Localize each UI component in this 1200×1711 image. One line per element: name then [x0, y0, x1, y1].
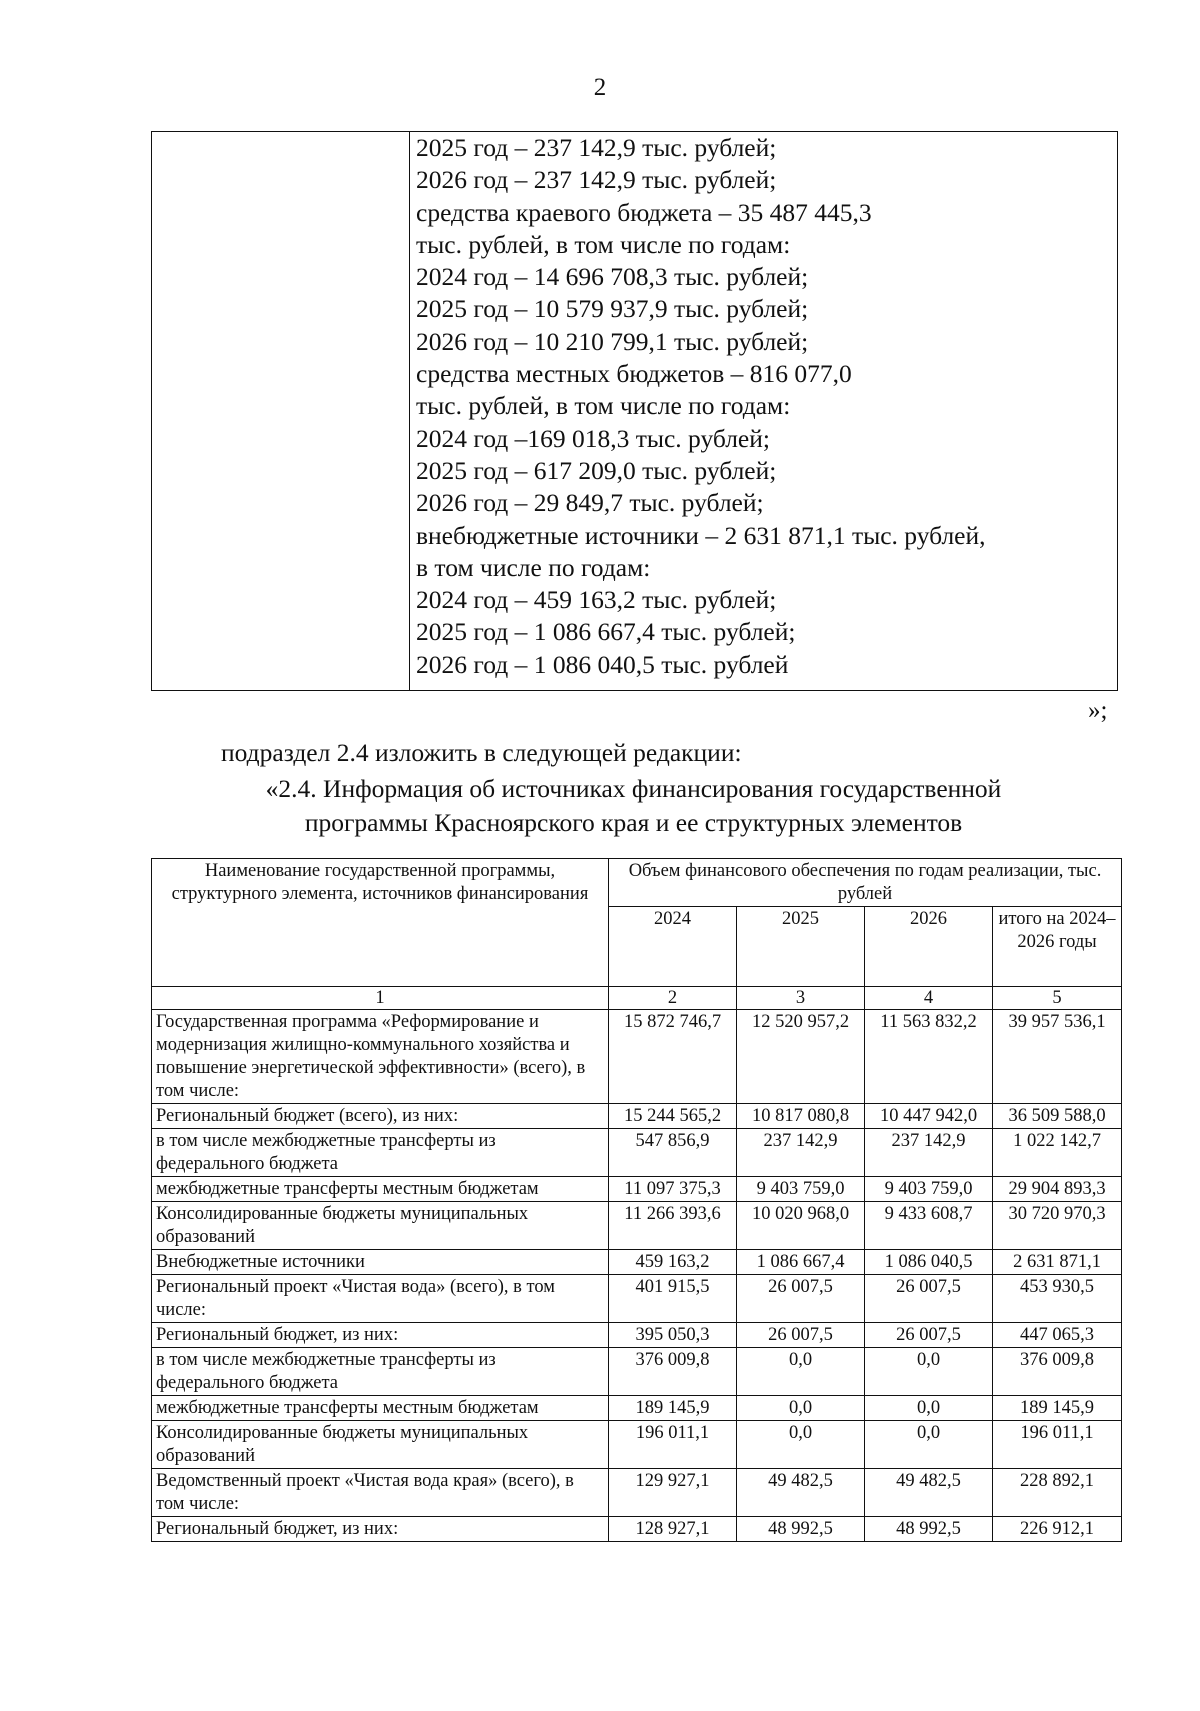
row-name-cell: в том числе межбюджетные трансферты из федерального бюджета — [152, 1348, 609, 1396]
row-name-cell: в том числе межбюджетные трансферты из федерального бюджета — [152, 1129, 609, 1177]
value-cell: 26 007,5 — [737, 1323, 865, 1348]
continuation-line: 2025 год – 10 579 937,9 тыс. рублей; — [416, 294, 809, 324]
column-number-cell: 2 — [609, 987, 737, 1010]
section-title — [150, 772, 1117, 840]
continuation-line: средства краевого бюджета – 35 487 445,3 — [416, 197, 872, 227]
row-name-cell: Региональный бюджет, из них: — [152, 1517, 609, 1542]
value-cell: 10 447 942,0 — [865, 1104, 993, 1129]
continuation-left-cell — [152, 132, 410, 690]
value-cell: 30 720 970,3 — [993, 1202, 1122, 1250]
value-cell: 447 065,3 — [993, 1323, 1122, 1348]
row-name-cell: Региональный бюджет (всего), из них: — [152, 1104, 609, 1129]
value-cell: 237 142,9 — [865, 1129, 993, 1177]
value-cell: 376 009,8 — [993, 1348, 1122, 1396]
table-row — [152, 1010, 1122, 1104]
section-title-line: «2.4. Информация об источниках финансирования государственной — [265, 774, 1002, 803]
value-cell: 401 915,5 — [609, 1275, 737, 1323]
value-cell: 2 631 871,1 — [993, 1250, 1122, 1275]
column-number-cell: 4 — [865, 987, 993, 1010]
header-year-cell: 2024 — [609, 907, 737, 987]
value-cell: 189 145,9 — [609, 1396, 737, 1421]
column-number-row — [152, 987, 1122, 1010]
value-cell: 129 927,1 — [609, 1469, 737, 1517]
header-year-cell: 2026 — [865, 907, 993, 987]
value-cell: 9 433 608,7 — [865, 1202, 993, 1250]
continuation-line: 2025 год – 617 209,0 тыс. рублей; — [416, 455, 777, 485]
row-name-cell: Государственная программа «Реформирование и модернизация жилищно-коммунального хозяйства и повышение энергетической эффективности» (всего), в том числе: — [152, 1010, 609, 1104]
value-cell: 15 244 565,2 — [609, 1104, 737, 1129]
row-name-cell: Ведомственный проект «Чистая вода края» (всего), в том числе: — [152, 1469, 609, 1517]
value-cell: 48 992,5 — [737, 1517, 865, 1542]
table-row — [152, 1250, 1122, 1275]
continuation-line: 2026 год – 1 086 040,5 тыс. рублей — [416, 649, 789, 679]
table-row — [152, 1129, 1122, 1177]
value-cell: 196 011,1 — [993, 1421, 1122, 1469]
value-cell: 547 856,9 — [609, 1129, 737, 1177]
continuation-line: 2025 год – 1 086 667,4 тыс. рублей; — [416, 617, 796, 647]
value-cell: 12 520 957,2 — [737, 1010, 865, 1104]
table-row — [152, 1323, 1122, 1348]
continuation-table — [151, 131, 1118, 691]
value-cell: 10 817 080,8 — [737, 1104, 865, 1129]
value-cell: 11 266 393,6 — [609, 1202, 737, 1250]
continuation-line: 2026 год – 237 142,9 тыс. рублей; — [416, 165, 777, 195]
value-cell: 459 163,2 — [609, 1250, 737, 1275]
value-cell: 11 097 375,3 — [609, 1177, 737, 1202]
value-cell: 0,0 — [737, 1421, 865, 1469]
row-name-cell: Консолидированные бюджеты муниципальных образований — [152, 1202, 609, 1250]
column-number-cell: 3 — [737, 987, 865, 1010]
value-cell: 49 482,5 — [865, 1469, 993, 1517]
value-cell: 0,0 — [865, 1421, 993, 1469]
continuation-line: 2025 год – 237 142,9 тыс. рублей; — [416, 133, 777, 162]
value-cell: 11 563 832,2 — [865, 1010, 993, 1104]
value-cell: 0,0 — [865, 1396, 993, 1421]
value-cell: 128 927,1 — [609, 1517, 737, 1542]
value-cell: 226 912,1 — [993, 1517, 1122, 1542]
value-cell: 453 930,5 — [993, 1275, 1122, 1323]
value-cell: 26 007,5 — [865, 1323, 993, 1348]
value-cell: 39 957 536,1 — [993, 1010, 1122, 1104]
row-name-cell: Внебюджетные источники — [152, 1250, 609, 1275]
value-cell: 228 892,1 — [993, 1469, 1122, 1517]
value-cell: 10 020 968,0 — [737, 1202, 865, 1250]
table-row — [152, 1348, 1122, 1396]
table-row — [152, 1396, 1122, 1421]
header-volume-cell: Объем финансового обеспечения по годам реализации, тыс. рублей — [609, 859, 1122, 907]
section-title-line: программы Красноярского края и ее структурных элементов — [304, 808, 963, 837]
header-total-cell: итого на 2024–2026 годы — [993, 907, 1122, 987]
continuation-line: 2026 год – 10 210 799,1 тыс. рублей; — [416, 326, 809, 356]
row-name-cell: межбюджетные трансферты местным бюджетам — [152, 1396, 609, 1421]
continuation-line: 2026 год – 29 849,7 тыс. рублей; — [416, 488, 764, 518]
value-cell: 1 022 142,7 — [993, 1129, 1122, 1177]
value-cell: 9 403 759,0 — [865, 1177, 993, 1202]
value-cell: 36 509 588,0 — [993, 1104, 1122, 1129]
row-name-cell: Региональный бюджет, из них: — [152, 1323, 609, 1348]
header-name-cell: Наименование государственной программы, структурного элемента, источников финансирования — [152, 859, 609, 987]
row-name-cell: межбюджетные трансферты местным бюджетам — [152, 1177, 609, 1202]
page-number: 2 — [593, 74, 607, 101]
continuation-line: 2024 год – 459 163,2 тыс. рублей; — [416, 585, 777, 615]
value-cell: 395 050,3 — [609, 1323, 737, 1348]
table-row — [152, 1104, 1122, 1129]
table-row — [152, 1177, 1122, 1202]
value-cell: 237 142,9 — [737, 1129, 865, 1177]
value-cell: 1 086 040,5 — [865, 1250, 993, 1275]
value-cell: 0,0 — [737, 1396, 865, 1421]
continuation-line: внебюджетные источники – 2 631 871,1 тыс. рублей, — [416, 520, 986, 550]
financing-table — [151, 858, 1122, 1542]
continuation-line: 2024 год –169 018,3 тыс. рублей; — [416, 423, 770, 453]
table-row — [152, 1469, 1122, 1517]
value-cell: 189 145,9 — [993, 1396, 1122, 1421]
table-row — [152, 1421, 1122, 1469]
column-number-cell: 1 — [152, 987, 609, 1010]
table-row — [152, 1202, 1122, 1250]
value-cell: 196 011,1 — [609, 1421, 737, 1469]
header-year-cell: 2025 — [737, 907, 865, 987]
value-cell: 0,0 — [737, 1348, 865, 1396]
row-name-cell: Региональный проект «Чистая вода» (всего), в том числе: — [152, 1275, 609, 1323]
column-number-cell: 5 — [993, 987, 1122, 1010]
value-cell: 26 007,5 — [865, 1275, 993, 1323]
section-intro: подраздел 2.4 изложить в следующей редакции: — [221, 738, 742, 767]
value-cell: 0,0 — [865, 1348, 993, 1396]
closing-quote: »; — [1088, 697, 1108, 724]
continuation-line: тыс. рублей, в том числе по годам: — [416, 391, 791, 421]
value-cell: 1 086 667,4 — [737, 1250, 865, 1275]
continuation-right-cell — [410, 132, 1117, 690]
value-cell: 15 872 746,7 — [609, 1010, 737, 1104]
row-name-cell: Консолидированные бюджеты муниципальных образований — [152, 1421, 609, 1469]
value-cell: 26 007,5 — [737, 1275, 865, 1323]
table-header-row — [152, 859, 1122, 907]
table-row — [152, 1517, 1122, 1542]
value-cell: 48 992,5 — [865, 1517, 993, 1542]
continuation-line: 2024 год – 14 696 708,3 тыс. рублей; — [416, 262, 809, 292]
value-cell: 49 482,5 — [737, 1469, 865, 1517]
continuation-line: средства местных бюджетов – 816 077,0 — [416, 359, 852, 389]
continuation-line: в том числе по годам: — [416, 552, 651, 582]
value-cell: 9 403 759,0 — [737, 1177, 865, 1202]
value-cell: 29 904 893,3 — [993, 1177, 1122, 1202]
table-row — [152, 1275, 1122, 1323]
continuation-line: тыс. рублей, в том числе по годам: — [416, 229, 791, 259]
value-cell: 376 009,8 — [609, 1348, 737, 1396]
